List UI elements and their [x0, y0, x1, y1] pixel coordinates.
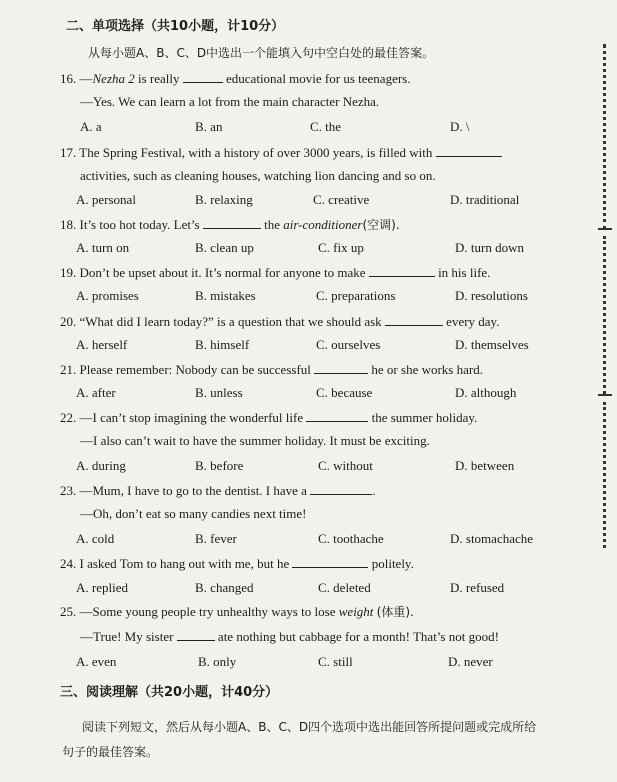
option-c: C. fix up: [318, 240, 364, 255]
answer-blank: [310, 482, 372, 495]
question-text: educational movie for us teenagers.: [226, 71, 411, 86]
question-16: [60, 70, 410, 87]
option-a: A. turn on: [76, 240, 130, 255]
question-18: [60, 216, 400, 233]
option-b: B. relaxing: [195, 192, 253, 207]
question-text: —True! My sister: [80, 629, 174, 644]
answer-blank: [306, 409, 368, 422]
question-text: Don’t be upset about it. It’s normal for anyone to make: [79, 265, 366, 280]
answer-blank: [292, 555, 368, 568]
question-text: politely.: [371, 556, 414, 571]
question-text-italic: air-conditioner: [283, 217, 363, 232]
question-21: [60, 361, 483, 378]
question-24: [60, 555, 414, 572]
question-number: 20.: [60, 314, 77, 329]
question-text: is really: [134, 71, 183, 86]
question-23-reply: —Oh, don’t eat so many candies next time!: [80, 506, 307, 521]
dotted-cut-line: [603, 44, 606, 230]
option-a: A. a: [80, 119, 102, 134]
option-c: C. still: [318, 654, 353, 669]
option-b: B. unless: [195, 385, 243, 400]
option-b: B. fever: [195, 531, 237, 546]
question-text: Please remember: Nobody can be successful: [79, 362, 311, 377]
answer-blank: [314, 361, 368, 374]
question-text: every day.: [446, 314, 500, 329]
option-a: A. herself: [76, 337, 128, 352]
option-c: C. because: [316, 385, 373, 400]
question-17: [60, 144, 502, 161]
question-number: 25.: [60, 604, 77, 619]
option-b: B. only: [198, 654, 237, 669]
question-text: (体重).: [376, 605, 414, 619]
dotted-cut-line: [603, 236, 606, 394]
question-19: [60, 264, 490, 281]
question-text: the summer holiday.: [371, 410, 478, 425]
option-b: B. an: [195, 119, 223, 134]
question-17-line2: activities, such as cleaning houses, watching lion dancing and so on.: [80, 168, 436, 183]
option-c: C. toothache: [318, 531, 384, 546]
option-a: A. during: [76, 458, 126, 473]
option-d: D. \: [450, 119, 470, 134]
option-b: B. mistakes: [195, 288, 256, 303]
question-text: “What did I learn today?” is a question that we should ask: [79, 314, 382, 329]
question-number: 23.: [60, 483, 77, 498]
option-d: D. never: [448, 654, 493, 669]
answer-blank: [385, 313, 443, 326]
option-d: D. themselves: [455, 337, 529, 352]
option-c: C. creative: [313, 192, 370, 207]
question-text: the: [264, 217, 281, 232]
question-text: —Some young people try unhealthy ways to lose: [79, 604, 336, 619]
question-text: —I can’t stop imagining the wonderful life: [79, 410, 304, 425]
question-text: The Spring Festival, with a history of over 3000 years, is filled with: [79, 145, 433, 160]
section-2-title: 二、单项选择（共10小题，计10分）: [66, 19, 285, 34]
question-number: 16.: [60, 71, 77, 86]
answer-blank: [203, 216, 261, 229]
question-22: [60, 409, 477, 426]
option-c: C. the: [310, 119, 342, 134]
option-b: B. before: [195, 458, 244, 473]
question-text-italic: Nezha 2: [92, 71, 135, 86]
question-number: 19.: [60, 265, 77, 280]
question-number: 17.: [60, 145, 77, 160]
option-b: B. clean up: [195, 240, 254, 255]
answer-blank: [177, 628, 215, 641]
option-d: D. stomachache: [450, 531, 534, 546]
question-text: It’s too hot today. Let’s: [79, 217, 200, 232]
option-a: A. cold: [76, 531, 115, 546]
margin-divider: [598, 394, 612, 404]
question-23: [60, 482, 375, 499]
option-c: C. deleted: [318, 580, 371, 595]
question-text: ate nothing but cabbage for a month! That’s not good!: [217, 629, 499, 644]
option-d: D. although: [455, 385, 517, 400]
option-d: D. between: [455, 458, 515, 473]
option-b: B. changed: [195, 580, 254, 595]
question-22-reply: —I also can’t wait to have the summer holiday. It must be exciting.: [80, 433, 430, 448]
option-c: C. preparations: [316, 288, 396, 303]
question-text: in his life.: [438, 265, 491, 280]
question-number: 21.: [60, 362, 77, 377]
option-b: B. himself: [195, 337, 250, 352]
margin-divider: [598, 228, 612, 238]
question-text: —: [79, 71, 93, 86]
answer-blank: [436, 144, 502, 157]
option-a: A. personal: [76, 192, 136, 207]
question-text: —Mum, I have to go to the dentist. I have a: [79, 483, 307, 498]
section-3-instruction-cont: 句子的最佳答案。: [62, 745, 159, 759]
question-number: 24.: [60, 556, 77, 571]
section-3-instruction: 阅读下列短文，然后从每小题A、B、C、D四个选项中选出能回答所提问题或完成所给: [82, 720, 537, 734]
option-a: A. replied: [76, 580, 128, 595]
answer-blank: [183, 70, 223, 83]
option-d: D. traditional: [450, 192, 520, 207]
question-number: 22.: [60, 410, 77, 425]
dotted-cut-line: [603, 402, 606, 548]
option-d: D. refused: [450, 580, 505, 595]
question-25: [60, 604, 414, 620]
question-text-italic: weight: [338, 604, 374, 619]
option-d: D. resolutions: [455, 288, 528, 303]
question-25-reply: [80, 628, 499, 645]
question-text: (空调).: [362, 218, 400, 232]
option-a: A. promises: [76, 288, 139, 303]
question-16-reply: —Yes. We can learn a lot from the main character Nezha.: [80, 94, 380, 109]
question-text: .: [372, 483, 376, 498]
question-20: [60, 313, 499, 330]
option-d: D. turn down: [455, 240, 524, 255]
option-c: C. ourselves: [316, 337, 381, 352]
answer-blank: [369, 264, 435, 277]
section-3-title: 三、阅读理解（共20小题，计40分）: [60, 685, 279, 700]
option-a: A. even: [76, 654, 117, 669]
section-2-instruction: 从每小题A、B、C、D中选出一个能填入句中空白处的最佳答案。: [88, 46, 435, 60]
option-a: A. after: [76, 385, 116, 400]
question-text: he or she works hard.: [371, 362, 483, 377]
option-c: C. without: [318, 458, 373, 473]
question-number: 18.: [60, 217, 77, 232]
question-text: I asked Tom to hang out with me, but he: [79, 556, 290, 571]
